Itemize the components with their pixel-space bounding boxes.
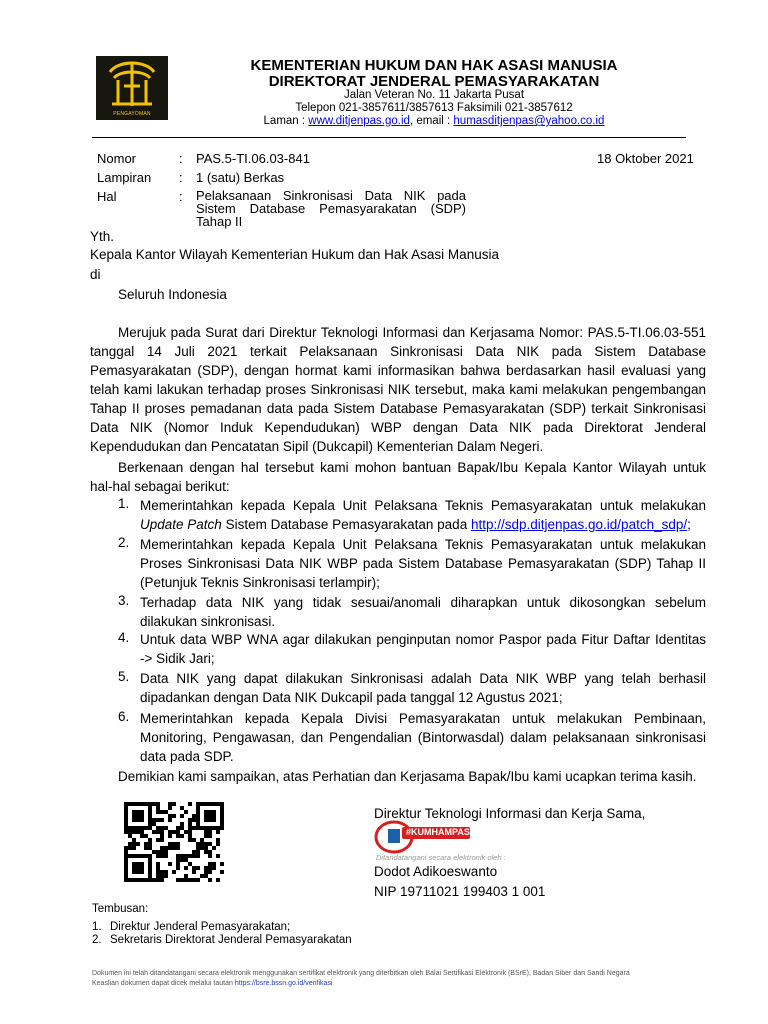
- website-link[interactable]: www.ditjenpas.go.id: [308, 115, 410, 127]
- list-item-4: [140, 630, 706, 668]
- list-number: 6.: [118, 709, 130, 724]
- hal-colon: :: [179, 189, 183, 204]
- text-line: Pemasyarakatan (SDP), dengan hormat kami informasikan bahwa berdasarkan hasil evaluasi yang: [90, 363, 706, 378]
- text-line: Kependudukan dan Pencatatan Sipil (Dukcapil) Kementerian Dalam Negeri.: [90, 439, 544, 454]
- cc-number: 2.: [92, 934, 102, 946]
- nomor-label: Nomor: [97, 151, 137, 166]
- paragraph-1: [90, 323, 706, 456]
- nomor-value: PAS.5-TI.06.03-841: [196, 151, 310, 166]
- header-divider: [92, 137, 686, 138]
- list-item-2: [140, 535, 706, 592]
- e-signature-mark: [374, 820, 514, 860]
- list-item-3: [140, 593, 706, 631]
- directorate-name: DIREKTORAT JENDERAL PEMASYARAKATAN: [268, 73, 600, 90]
- text-line: Proses Sinkronisasi Data NIK WBP pada Sistem Database Pemasyarakatan (SDP) Tahap II: [140, 556, 706, 571]
- text-line: Memerintahkan kepada Kepala Unit Pelaksana Teknis Pemasyarakatan untuk melakukan: [140, 498, 706, 513]
- footer-verify: [92, 979, 702, 989]
- text-line: Untuk data WBP WNA agar dilakukan penginputan nomor Paspor pada Fitur Daftar Identitas: [140, 632, 706, 647]
- lampiran-value: 1 (satu) Berkas: [196, 170, 285, 185]
- footer-note: Dokumen ini telah ditandatangani secara elektronik menggunakan sertifikat elektronik yang diterbitkan oleh Balai Sertifikasi Elektronik (BSrE), Badan Siber dan Sandi Negara: [92, 970, 630, 977]
- email-label: , email :: [409, 115, 454, 127]
- text-line: Data NIK yang dapat dilakukan Sinkronisasi adalah Data NIK WBP yang telah berhasil: [140, 671, 706, 686]
- text-line: Berkenaan dengan hal tersebut kami mohon bantuan Bapak/Ibu Kepala Kantor Wilayah untuk: [118, 460, 706, 475]
- email-link[interactable]: humasditjenpas@yahoo.co.id: [453, 115, 605, 127]
- text-line: [140, 515, 706, 534]
- cc-item: Direktur Jenderal Pemasyarakatan;: [110, 921, 291, 933]
- qr-code-icon: [124, 802, 224, 882]
- text-line: Merujuk pada Surat dari Direktur Teknologi Informasi dan Kerjasama Nomor: PAS.5-TI.06.03-551: [118, 325, 706, 340]
- text-line: data pada SDP.: [140, 749, 234, 764]
- ministry-logo: [96, 56, 168, 120]
- cc-label: Tembusan:: [92, 903, 149, 915]
- hal-line: Pelaksanaan Sinkronisasi Data NIK pada: [196, 188, 466, 203]
- italic-term: Update Patch: [140, 517, 222, 532]
- list-number: 2.: [118, 535, 130, 550]
- letter-date: 18 Oktober 2021: [597, 151, 694, 166]
- ministry-name: KEMENTERIAN HUKUM DAN HAK ASASI MANUSIA: [250, 57, 618, 74]
- nomor-colon: :: [179, 151, 183, 166]
- text-line: Monitoring, Pengawasan, dan Pengendalian (Bintorwasdal) dalam pelaksanaan sinkronisasi: [140, 730, 706, 745]
- list-item-6: [140, 709, 706, 766]
- closing-sentence: Demikian kami sampaikan, atas Perhatian dan Kerjasama Bapak/Ibu kami ucapkan terima kasih.: [118, 769, 697, 784]
- list-number: 4.: [118, 630, 130, 645]
- footer-verify-text: Keaslian dokumen dapat dicek melalui tautan: [92, 980, 235, 987]
- text-line: telah kami lakukan terhadap proses Sinkronisasi NIK tersebut, maka kami melakukan pengembangan: [90, 382, 706, 397]
- text-line: -> Sidik Jari;: [140, 651, 215, 666]
- text-line: hal-hal sebagai berikut:: [90, 479, 230, 494]
- lampiran-label: Lampiran: [97, 170, 152, 185]
- addressee-di: di: [90, 267, 101, 282]
- laman-label: Laman :: [263, 115, 309, 127]
- badge-text: #KUMHAMPASTI: [406, 827, 478, 837]
- addressee-name: Kepala Kantor Wilayah Kementerian Hukum dan Hak Asasi Manusia: [90, 247, 499, 262]
- hal-label: Hal: [97, 189, 117, 204]
- list-item-5: [140, 669, 706, 707]
- hal-value: [196, 189, 466, 228]
- signatory-name: Dodot Adikoeswanto: [374, 864, 498, 879]
- signed-note: Ditandatangani secara elektronik oleh :: [376, 853, 506, 862]
- addressee-place: Seluruh Indonesia: [118, 287, 227, 302]
- text-line: dipadankan dengan Data NIK Dukcapil pada tanggal 12 Agustus 2021;: [140, 690, 563, 705]
- cc-item: Sekretaris Direktorat Jenderal Pemasyarakatan: [110, 934, 352, 946]
- verify-link[interactable]: https://bsre.bssn.go.id/verifikasi: [234, 980, 333, 987]
- paragraph-2: [90, 458, 706, 496]
- text-line: Memerintahkan kepada Kepala Unit Pelaksana Teknis Pemasyarakatan untuk melakukan: [140, 537, 706, 552]
- hal-line: Sistem Database Pemasyarakatan (SDP): [196, 201, 466, 216]
- lampiran-colon: :: [179, 170, 183, 185]
- list-number: 5.: [118, 669, 130, 684]
- list-item-1: [140, 496, 706, 534]
- signatory-title: Direktur Teknologi Informasi dan Kerja Sama,: [374, 806, 646, 821]
- text-line: dilakukan sinkronisasi.: [140, 614, 276, 629]
- patch-link[interactable]: http://sdp.ditjenpas.go.id/patch_sdp/: [470, 517, 688, 532]
- text-line: Tahap II proses pemadanan data pada Sistem Database Pemasyarakatan (SDP) terkait Sinkronisasi: [90, 401, 706, 416]
- text-line: Terhadap data NIK yang tidak sesuai/anomali diharapkan untuk dikosongkan sebelum: [140, 595, 706, 610]
- list-number: 1.: [118, 496, 130, 511]
- hal-line: Tahap II: [196, 214, 243, 229]
- list-number: 3.: [118, 593, 130, 608]
- signatory-nip: NIP 19711021 199403 1 001: [374, 884, 546, 899]
- text-line: (Petunjuk Teknis Sinkronisasi terlampir);: [140, 575, 380, 590]
- phone: Telepon 021-3857611/3857613 Faksimili 021-3857612: [295, 102, 573, 114]
- address: Jalan Veteran No. 11 Jakarta Pusat: [343, 89, 525, 101]
- logo-caption: PENGAYOMAN: [113, 111, 151, 117]
- cc-number: 1.: [92, 921, 102, 933]
- text-line: Memerintahkan kepada Kepala Divisi Pemasyarakatan untuk melakukan Pembinaan,: [140, 711, 706, 726]
- salutation-yth: Yth.: [90, 229, 115, 244]
- text-span: ;: [687, 517, 691, 532]
- text-span: Sistem Database Pemasyarakatan pada: [221, 517, 471, 532]
- text-line: Data NIK (Nomor Induk Kependudukan) WBP dengan Data NIK pada Direktorat Jenderal: [90, 420, 706, 435]
- text-line: tanggal 14 Juli 2021 terkait Pelaksanaan Sinkronisasi Data NIK pada Sistem Database: [90, 344, 706, 359]
- contact-line: [218, 115, 650, 127]
